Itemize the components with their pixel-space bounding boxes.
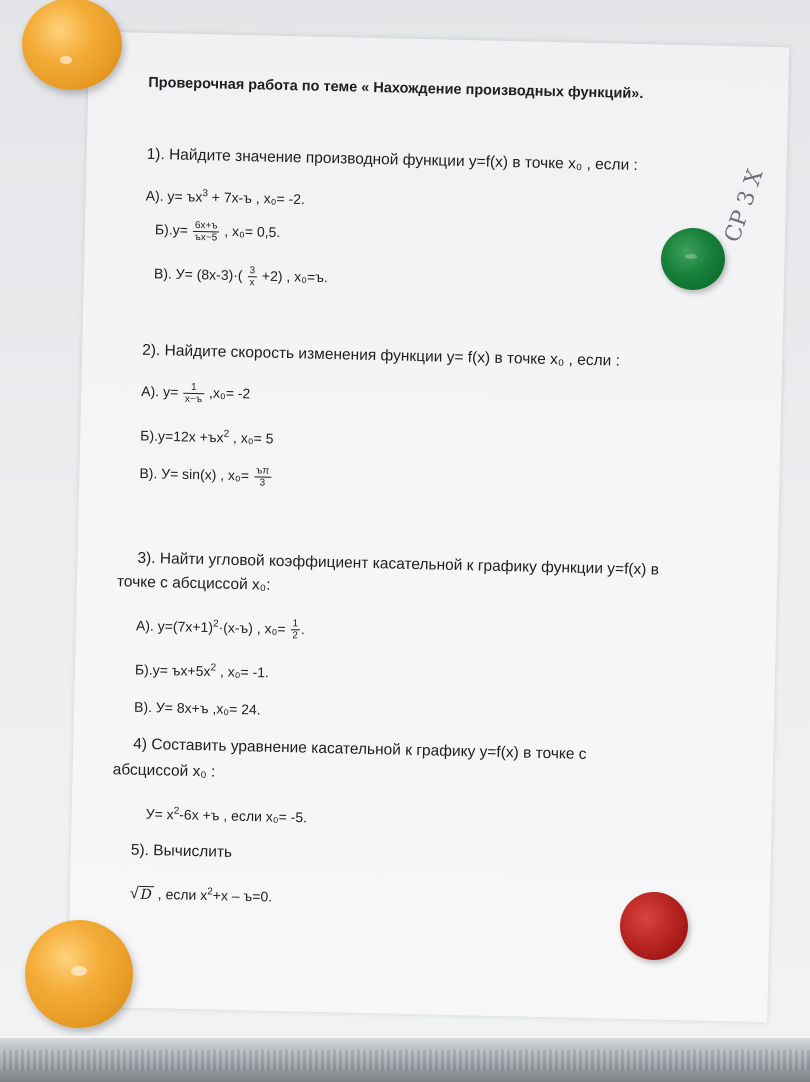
q3-b-text: Б).у= ъх+5х (134, 661, 211, 680)
q3-heading-line1: 3). Найти угловой коэффициент касательной к графику функции у=f(x) в (137, 549, 660, 579)
q3-a-exponent: 2 (212, 618, 219, 630)
q5-heading: 5). Вычислить (130, 841, 233, 861)
q3-a-middle: ·(х-ъ) , х₀= (218, 619, 286, 637)
frame-stripes (0, 1050, 810, 1070)
magnet-glint (71, 966, 87, 976)
orange-magnet-bottom (25, 920, 133, 1028)
handwritten-note: СР 3 Х (720, 166, 769, 246)
q1-c-tail: +2) , х₀=ъ. (261, 267, 329, 286)
q2-heading: 2). Найдите скорость изменения функции у= f(x) в точке х₀ , если : (142, 341, 621, 370)
q2-a-tail: ,х₀= -2 (208, 384, 251, 402)
q2-a-denominator: х−ъ (184, 393, 203, 406)
q1-c-numerator: 3 (247, 265, 257, 277)
orange-magnet-top (22, 0, 122, 90)
worksheet-paper (67, 32, 789, 1023)
q2-option-a (141, 381, 251, 406)
q4-heading-line1: 4) Составить уравнение касательной к графику у=f(x) в точке с (133, 735, 587, 763)
q3-b-exponent: 2 (210, 662, 217, 674)
whiteboard-frame (0, 1036, 810, 1082)
q3-option-b (135, 657, 269, 683)
q2-a-fraction (183, 382, 205, 405)
q1-b-denominator: ъх−5 (194, 231, 218, 244)
magnet-glint (60, 56, 72, 64)
green-magnet (661, 228, 725, 290)
q3-option-a (136, 613, 306, 642)
q2-c-text: В). У= sin(x) , х₀= (139, 464, 250, 484)
q3-b-tail: , х₀= -1. (215, 663, 270, 681)
q5-expression (130, 881, 273, 908)
q1-b-text: Б).у= (154, 221, 189, 238)
q5-cond-text: , если х (153, 885, 208, 904)
q3-a-tail: . (300, 621, 306, 638)
q1-c-text: В). У= (8х-3)·( (153, 265, 243, 284)
magnet-glint (685, 254, 697, 259)
q3-a-numerator: 1 (290, 619, 300, 631)
q3-heading-line2: точке с абсциссой х₀: (116, 573, 271, 594)
q4-equation (145, 801, 307, 827)
q2-c-fraction (254, 465, 272, 488)
q1-option-a (146, 183, 306, 209)
q2-a-numerator: 1 (183, 382, 204, 394)
q1-b-numerator: 6х+ъ (193, 220, 220, 233)
q3-a-text: А). у=(7х+1) (135, 617, 214, 636)
q3-a-denominator: 2 (292, 630, 299, 642)
q1-a-text: А). у= ъх (145, 187, 203, 205)
q3-option-c: В). У= 8х+ъ ,х₀= 24. (133, 698, 261, 718)
q5-cond-tail: +х – ъ=0. (212, 887, 273, 905)
q1-option-b (155, 219, 281, 245)
q2-c-numerator: ъπ (254, 465, 271, 477)
q2-option-c (139, 463, 272, 489)
q1-a-exponent: 3 (202, 188, 209, 200)
q1-heading: 1). Найдите значение производной функции у=f(x) в точке х₀ , если : (146, 145, 639, 174)
q5-cond-exponent: 2 (207, 886, 213, 898)
q1-a-tail: + 7х-ъ , х₀= -2. (207, 188, 306, 208)
q2-b-exponent: 2 (223, 428, 230, 440)
q1-b-tail: , х₀= 0,5. (224, 222, 281, 241)
worksheet-title: Проверочная работа по теме « Нахождение производных функций». (148, 74, 644, 103)
q2-b-tail: , х₀= 5 (228, 429, 274, 447)
q4-eq-text: У= х (145, 805, 174, 823)
q4-eq-exponent: 2 (173, 805, 180, 817)
q2-a-text: А). у= (141, 382, 179, 400)
q1-c-denominator: х (249, 277, 255, 289)
q4-heading-line2: абсциссой х₀ : (112, 761, 216, 781)
radical-icon: √ (129, 885, 139, 903)
q5-radicand: D (138, 886, 154, 903)
q1-c-fraction (247, 265, 257, 288)
red-magnet (620, 892, 688, 960)
q2-b-text: Б).у=12х +ъх (140, 427, 224, 446)
q4-eq-tail: -6х +ъ , если х₀= -5. (179, 806, 308, 826)
q2-c-denominator: 3 (259, 477, 266, 489)
q1-b-fraction (192, 220, 219, 244)
q1-option-c (154, 263, 328, 290)
q2-option-b (140, 423, 274, 449)
q3-a-fraction (290, 619, 300, 642)
